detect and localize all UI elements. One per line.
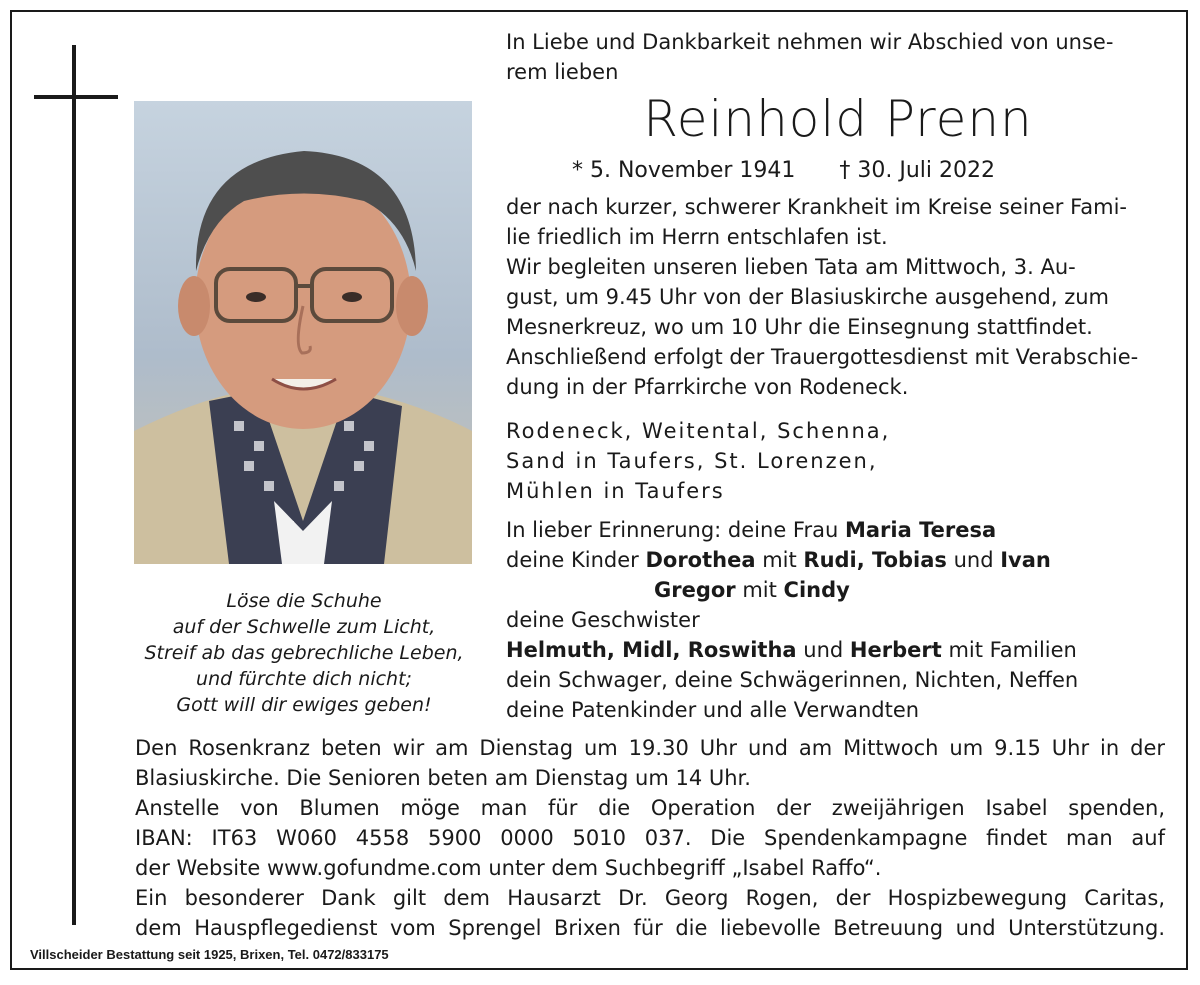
body-line: Mesnerkreuz, wo um 10 Uhr die Einsegnung stattfindet.	[506, 315, 1093, 339]
bottom-line: dem Hauspflegedienst vom Sprengel Brixen für die liebevolle Betreuung und Unterstützung.	[135, 916, 1165, 940]
announcement-text	[506, 192, 1138, 402]
mourner-name: Rudi, Tobias	[803, 548, 947, 572]
intro-text	[506, 27, 1113, 87]
poem-line: Löse die Schuhe	[226, 590, 382, 612]
portrait-photo	[134, 101, 472, 564]
service-details	[135, 733, 1165, 943]
mourner-text: mit Familien	[941, 638, 1077, 662]
bottom-line: der Website www.gofundme.com unter dem Suchbegriff „Isabel Raffo“.	[135, 856, 882, 880]
poem-line: Gott will dir ewiges geben!	[176, 694, 432, 716]
mourner-name: Dorothea	[645, 548, 756, 572]
mourner-name: Helmuth, Midl, Roswitha	[506, 638, 797, 662]
intro-line: rem lieben	[506, 60, 619, 84]
body-line: gust, um 9.45 Uhr von der Blasiuskirche ausgehend, zum	[506, 285, 1109, 309]
mourner-line: deine Geschwister	[506, 608, 700, 632]
mourner-text: mit	[735, 578, 784, 602]
mourner-text: mit	[755, 548, 804, 572]
mourners-list	[506, 515, 1078, 725]
cross-icon-bar	[34, 95, 118, 99]
mourner-name: Cindy	[783, 578, 850, 602]
mourner-name: Herbert	[849, 638, 942, 662]
bottom-line: Ein besonderer Dank gilt dem Hausarzt Dr. Georg Rogen, der Hospizbewegung Caritas,	[135, 886, 1165, 910]
bottom-line: Den Rosenkranz beten wir am Dienstag um 19.30 Uhr und am Mittwoch um 9.15 Uhr in der	[135, 736, 1165, 760]
mourner-line	[506, 635, 1078, 665]
mourner-line	[506, 575, 1078, 605]
places-line: Rodeneck, Weitental, Schenna,	[506, 419, 891, 443]
mourner-line	[506, 545, 1078, 575]
mourner-text: deine Kinder	[506, 548, 646, 572]
mourner-text: und	[946, 548, 1001, 572]
death-date: † 30. Juli 2022	[839, 158, 996, 183]
body-line: Anschließend erfolgt der Trauergottesdienst mit Verabschie-	[506, 345, 1139, 369]
body-line: Wir begleiten unseren lieben Tata am Mittwoch, 3. Au-	[506, 255, 1076, 279]
birth-date: * 5. November 1941	[572, 158, 796, 183]
body-line: der nach kurzer, schwerer Krankheit im Kreise seiner Fami-	[506, 195, 1127, 219]
bottom-line: Anstelle von Blumen möge man für die Operation der zweijährigen Isabel spenden,	[135, 796, 1165, 820]
cross-icon	[72, 45, 76, 925]
deceased-name: Reinhold Prenn	[643, 90, 1033, 148]
bottom-line: IBAN: IT63 W060 4558 5900 0000 5010 037. Die Spendenkampagne findet man auf	[135, 826, 1165, 850]
mourner-name: Ivan	[1000, 548, 1051, 572]
body-line: dung in der Pfarrkirche von Rodeneck.	[506, 375, 909, 399]
intro-line: In Liebe und Dankbarkeit nehmen wir Abschied von unse-	[506, 30, 1114, 54]
funeral-home-footer: Villscheider Bestattung seit 1925, Brixen, Tel. 0472/833175	[30, 947, 389, 962]
places-list	[506, 416, 890, 506]
mourner-text: In lieber Erinnerung: deine Frau	[506, 518, 845, 542]
mourner-name: Maria Teresa	[844, 518, 997, 542]
body-line: lie friedlich im Herrn entschlafen ist.	[506, 225, 888, 249]
poem	[120, 588, 488, 718]
poem-line: Streif ab das gebrechliche Leben,	[144, 642, 464, 664]
mourner-line: dein Schwager, deine Schwägerinnen, Nichten, Neffen	[506, 668, 1079, 692]
life-dates	[572, 156, 995, 186]
mourner-text: und	[796, 638, 850, 662]
mourner-name: Gregor	[654, 578, 736, 602]
mourner-line: deine Patenkinder und alle Verwandten	[506, 698, 920, 722]
poem-line: und fürchte dich nicht;	[196, 668, 412, 690]
bottom-line: Blasiuskirche. Die Senioren beten am Dienstag um 14 Uhr.	[135, 766, 751, 790]
mourner-line	[506, 515, 1078, 545]
poem-line: auf der Schwelle zum Licht,	[172, 616, 436, 638]
places-line: Mühlen in Taufers	[506, 479, 725, 503]
places-line: Sand in Taufers, St. Lorenzen,	[506, 449, 878, 473]
